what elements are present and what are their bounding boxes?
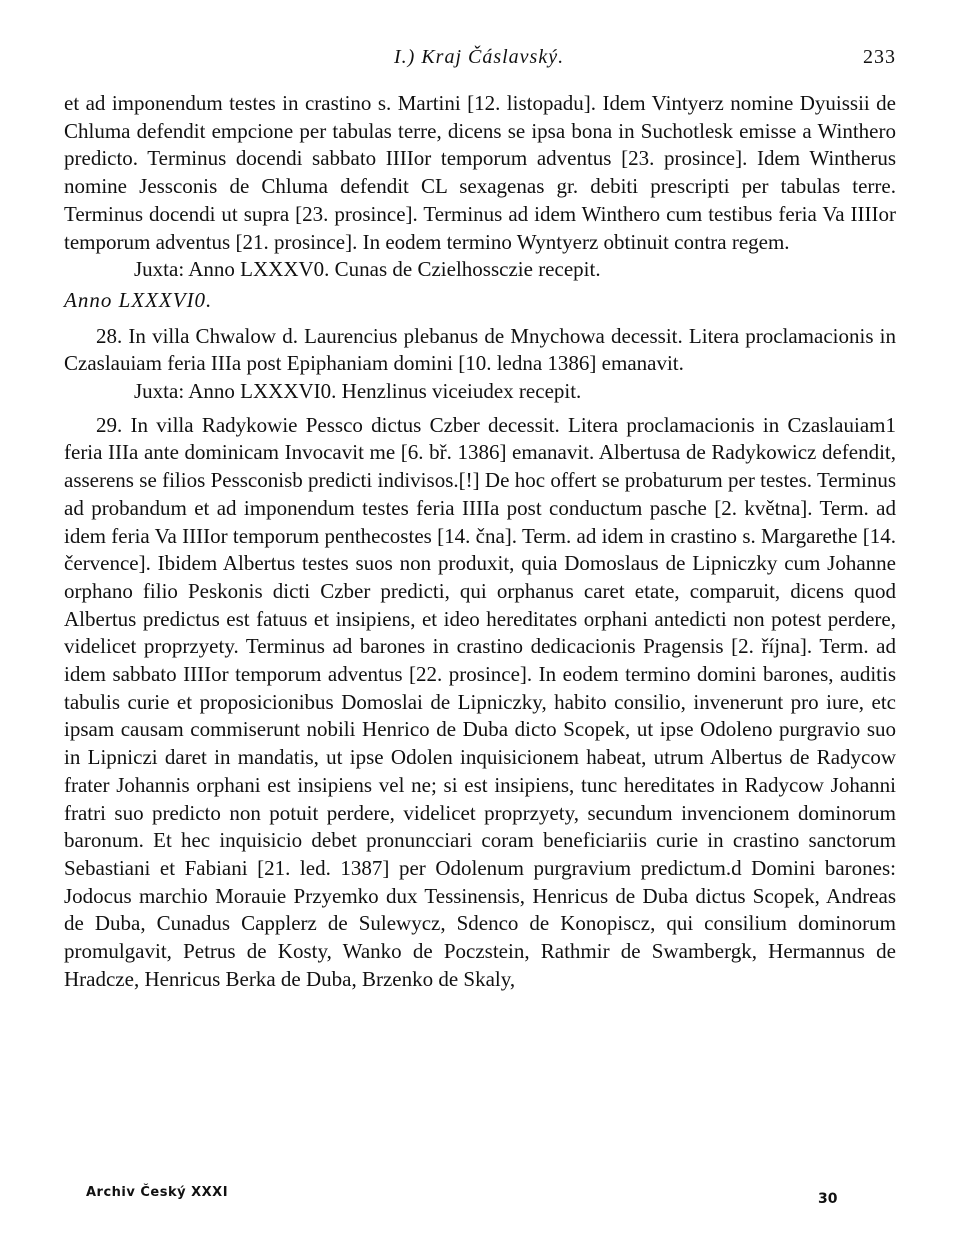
page-footer — [64, 1185, 896, 1215]
entry-28: 28. In villa Chwalow d. Laurencius plebanus de Mnychowa decessit. Litera proclamacionis in Czaslauiam feria IIIa post Epiphaniam domini [10. ledna 1386] emanavit. — [64, 323, 896, 376]
entry-29: 29. In villa Radykowie Pessco dictus Czber decessit. Litera proclamacionis in Czaslauiam1 feria IIIa ante dominicam Invocavit me [6. bř. 1386] emanavit. Albertusa de Radykowicz defendit, asserens se filios Pessconisb predicti indivisos.[!] De hoc offert se probaturum per testes. Terminus ad probandum et ad imponendum testes feria IIIIa post conductum pasche [2. května]. Term. ad idem feria Va IIIIor temporum penthecostes [14. čna]. Term. ad idem in crastino s. Margarethe [14. července]. Ibidem Albertus testes suos non produxit, quia Domoslaus de Lipniczky cum Johanne orphano filio Peskonis dicti Czber predicti, qui orphanus caret etate, comparuit, dicens quod Albertus predictus est fatuus et insipiens, et ideo hereditates orphani antedicti non potest perdere, videlicet proprzyety. Terminus ad barones in crastino dedicacionis Pragensis [2. října]. Term. ad idem sabbato IIIIor temporum adventus [22. prosince]. In eodem termino domini barones, auditis tabulis curie et proposicionibus Domoslai de Lipniczky, habito consilio, invenerunt pro iure, etc ipsam causam commiserunt nobili Henrico de Duba dicto Scopek, ut ipse Odoleno purgravio suo in Lipniczi daret in mandatis, ut ipse Odolen inquisicionem habeat, utrum Albertus de Radycow frater Johannis orphani est insipiens vel ne; si est insipiens, tunc hereditates in Radycow Johanni fratri suo predicto non potuit perdere, videlicet proprzyety, secundum invencionem dominorum baronum. Et hec inquisicio debet pronuncciari coram beneficiariis curie in crastino sanctorum Sebastiani et Fabiani [21. led. 1387] per Odolenum purgravium predictum.d Domini barones: Jodocus marchio Morauie Przyemko dux Tessinensis, Henricus de Duba dictus Scopek, Andreas de Duba, Cunadus Capplerz de Sulewycz, Sdenco de Konopiscz, qui consilium dominorum promulgavit, Petrus de Kosty, Wanko de Poczstein, Rathmir de Swambergk, Hermannus de Hradcze, Henricus Berka de Duba, Brzenko de Skaly, — [64, 412, 896, 991]
running-header — [64, 46, 896, 76]
year-heading: Anno LXXXVI0. — [64, 287, 213, 312]
page-number: 233 — [863, 46, 896, 68]
sheet-number: 30 — [818, 1191, 838, 1207]
header-title: I.) Kraj Čáslavský. — [394, 46, 565, 68]
document-page — [64, 0, 896, 1249]
document-body — [64, 90, 896, 994]
paragraph-juxta-1385: Juxta: Anno LXXXV0. Cunas de Czielhossczie recepit. — [134, 257, 601, 282]
paragraph-continuation: et ad imponendum testes in crastino s. Martini [12. listopadu]. Idem Vintyerz nomine Dyuissii de Chluma defendit empcione per tabulas terre, dicens se ipsa bona in Suchotlesk emisse a Winthero predicto. Terminus docendi sabbato IIIIor temporum adventus [23. prosince]. Idem Wintherus nomine Jessconis de Chluma defendit CL sexagenas gr. debiti prescripti per tabulas terre. Terminus docendi ut supra [23. prosince]. Terminus ad idem Winthero cum testibus feria Va IIIIor temporum adventus [21. prosince]. In eodem termino Wyntyerz obtinuit contra regem. — [64, 91, 896, 254]
footer-signature: Archiv Český XXXI — [86, 1185, 229, 1200]
paragraph-juxta-1386: Juxta: Anno LXXXVI0. Henzlinus viceiudex recepit. — [134, 379, 582, 404]
